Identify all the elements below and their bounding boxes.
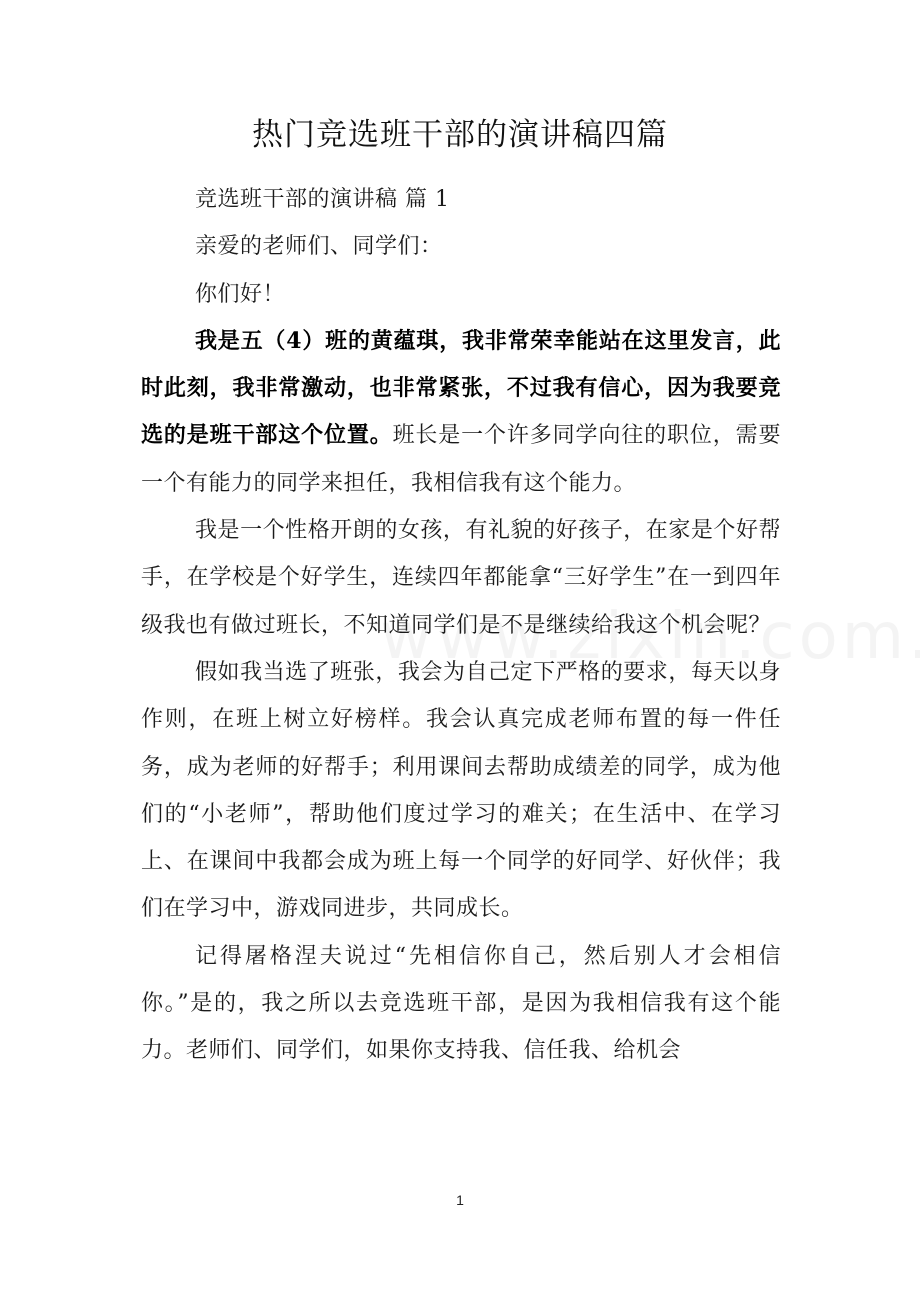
paragraph-4: 记得屠格涅夫说过“先相信你自己，然后别人才会相信你。”是的，我之所以去竞选班干部，是因为我相信我有这个能力。老师们、同学们，如果你支持我、信任我、给机会 — [141, 943, 781, 1064]
paragraph-1-text: 班长是一个许多同学向往的职位，需要一个有能力的同学来担任，我相信我有这个能力。 — [141, 423, 781, 496]
paragraph-1 — [141, 318, 781, 507]
paragraph-2: 我是一个性格开朗的女孩，有礼貌的好孩子，在家是个好帮手，在学校是个好学生，连续四年都能拿“三好学生”在一到四年级我也有做过班长，不知道同学们是不是继续给我这个机会呢？ — [141, 518, 781, 638]
salutation: 亲爱的老师们、同学们： — [195, 234, 443, 260]
document-title: 热门竞选班干部的演讲稿四篇 — [252, 117, 668, 153]
greeting: 你们好！ — [195, 281, 286, 307]
document-body — [141, 176, 781, 1075]
section-heading: 竞选班干部的演讲稿 篇 1 — [195, 187, 450, 212]
page-number: 1 — [456, 1192, 464, 1208]
paragraph-1-bold: 我是五（4）班的黄蕴琪，我非常荣幸能站在这里发言，此时此刻，我非常激动，也非常紧张，不过我有信心，因为我要竞选的是班干部这个位置。 — [141, 327, 781, 449]
paragraph-3: 假如我当选了班张，我会为自己定下严格的要求，每天以身作则，在班上树立好榜样。我会认真完成老师布置的每一件任务，成为老师的好帮手；利用课间去帮助成绩差的同学，成为他们的“小老师”，帮助他们度过学习的难关；在生活中、在学习上、在课间中我都会成为班上每一个同学的好同学、好伙伴；我们在学习中，游戏同进步，共同成长。 — [141, 659, 781, 922]
